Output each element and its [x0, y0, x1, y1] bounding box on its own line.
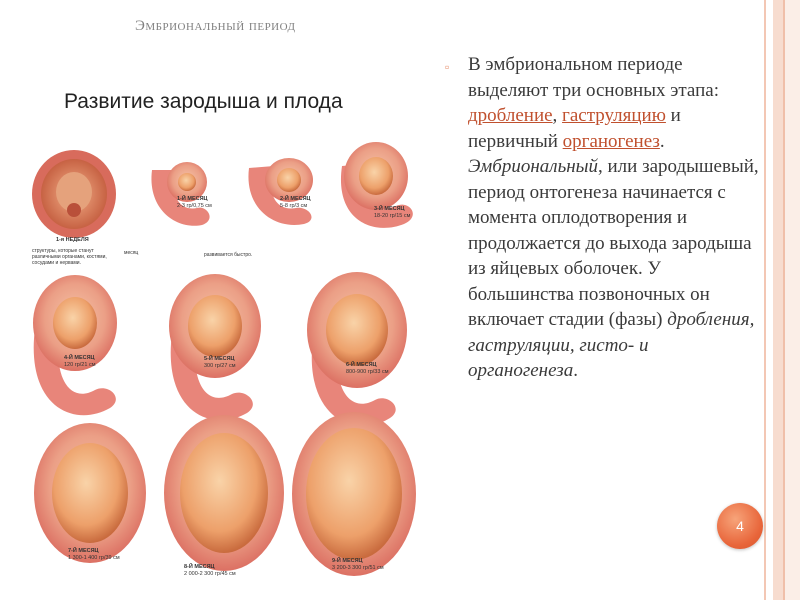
stage-month-2-label: 2-Й МЕСЯЦ — [280, 196, 311, 202]
stage-month-9 — [292, 412, 416, 576]
paragraph — [445, 52, 763, 384]
bullet-icon: ▫ — [445, 60, 450, 74]
decorative-border — [764, 0, 800, 600]
stage-month-6-label: 6-Й МЕСЯЦ — [346, 362, 377, 368]
stage-month-9-label: 9-Й МЕСЯЦ — [332, 558, 363, 564]
stage-note: структуры, которые станут различными органами, костями, сосудами и нервами. — [32, 248, 107, 266]
embryo-development-figure — [22, 78, 424, 586]
page-number-badge: 4 — [717, 503, 763, 549]
text-content — [445, 52, 763, 384]
stage-month-8-label: 8-Й МЕСЯЦ — [184, 564, 215, 570]
stage-month-5 — [169, 274, 261, 420]
stage-note: развивается быстро. — [204, 252, 253, 258]
stage-label — [64, 355, 95, 368]
stage-label — [177, 196, 212, 209]
link-droblenie[interactable]: дробление — [468, 105, 553, 126]
stage-month-7 — [34, 423, 146, 563]
link-organogenez[interactable]: органогенез — [562, 130, 660, 152]
stage-label — [374, 206, 410, 219]
stage-month-2-detail: 5-8 гр/3 см — [280, 202, 308, 209]
stage-label — [346, 362, 388, 375]
stage-month-3-detail: 18-20 гр/15 см — [374, 212, 411, 219]
term-stages: дробления, гаструляции, гисто- и органогенеза — [468, 309, 755, 381]
stage-month-7-detail: 1 300-1 400 гр/39 см — [68, 554, 120, 561]
stage-month-1-detail: 2-3 гр/0,75 см — [177, 202, 212, 209]
stage-month-5-detail: 300 гр/27 см — [204, 362, 236, 369]
stage-month-1 — [151, 162, 209, 226]
stage-label — [184, 564, 236, 577]
stage-month-7-label: 7-Й МЕСЯЦ — [68, 548, 99, 554]
stage-label — [204, 356, 235, 369]
stage-month-9-detail: 3 200-3 300 гр/51 см — [332, 564, 384, 571]
stage-week-1-label: 1-я НЕДЕЛЯ — [56, 237, 89, 243]
stage-month-6-detail: 800-900 гр/33 см — [346, 368, 389, 375]
stage-note: месяц — [124, 250, 139, 256]
stage-week-1 — [32, 150, 116, 238]
figure-title: Развитие зародыша и плода — [64, 90, 343, 113]
link-gastrulyatsiya[interactable]: гаструляцию — [562, 105, 666, 126]
text-segment: . — [573, 360, 578, 381]
slide-title: Эмбриональный период — [135, 18, 296, 34]
stage-month-5-label: 5-Й МЕСЯЦ — [204, 356, 235, 362]
stage-label — [56, 237, 89, 244]
stage-month-4-label: 4-Й МЕСЯЦ — [64, 355, 95, 361]
stage-month-1-label: 1-Й МЕСЯЦ — [177, 196, 208, 202]
text-segment: , или зародышевый, период онтогенеза начинается с момента оплодотворения и продолжается до выхода зародыша из яйцевых оболочек. У большинства позвоночных он включает стадии (фазы) — [468, 156, 759, 330]
stage-month-4-detail: 120 гр/21 см — [64, 361, 96, 368]
stage-month-2 — [248, 158, 313, 225]
text-segment: . — [659, 130, 665, 152]
stage-month-3-label: 3-Й МЕСЯЦ — [374, 206, 405, 212]
text-segment: В эмбриональном периоде выделяют три основных этапа: — [468, 54, 719, 101]
stage-month-6 — [307, 272, 407, 426]
term-embryonic: Эмбриональный — [468, 156, 599, 177]
stage-label — [280, 196, 311, 209]
stage-month-8-detail: 2 000-2 300 гр/45 см — [184, 570, 236, 577]
text-segment: , — [552, 105, 563, 126]
stage-month-8 — [164, 415, 284, 571]
stage-month-4 — [33, 275, 117, 415]
embryo-stages-illustration — [22, 78, 424, 586]
stage-label — [68, 548, 120, 561]
stage-label — [332, 558, 384, 571]
text-segment: и первичный — [468, 105, 681, 152]
